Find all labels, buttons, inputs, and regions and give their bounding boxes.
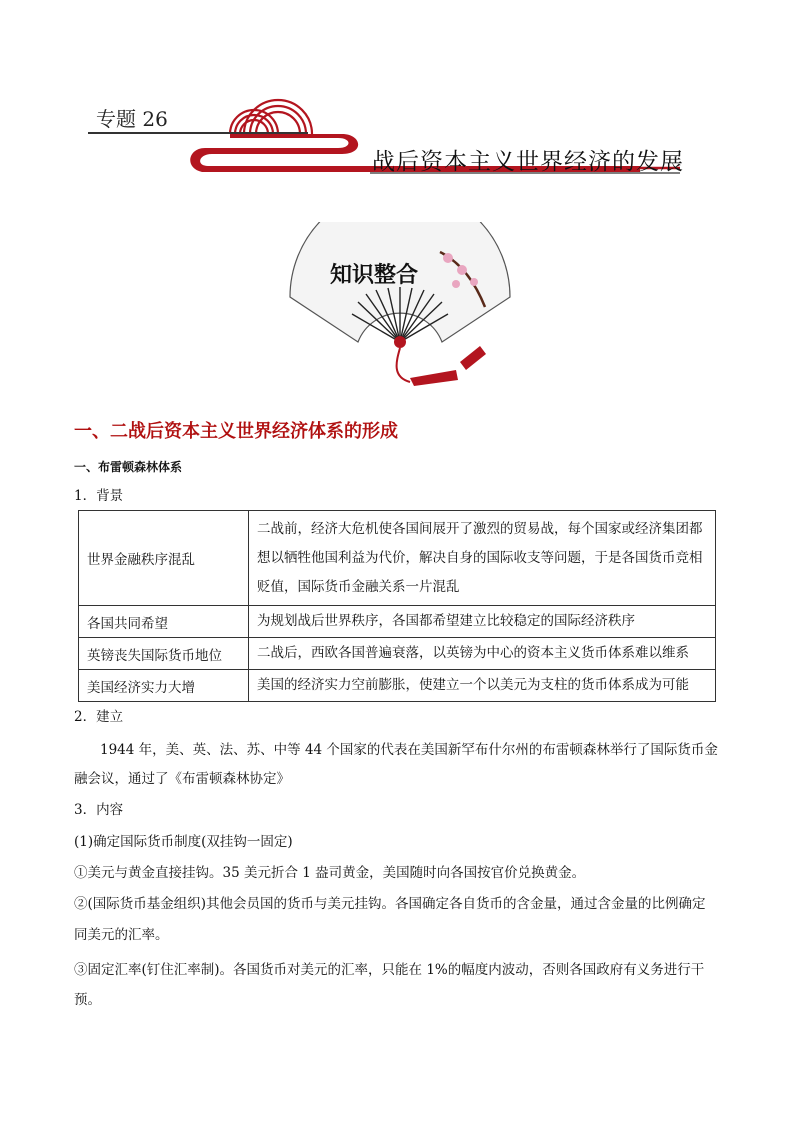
page-title: 战后资本主义世界经济的发展 [372, 149, 684, 175]
establish-text-line: 融会议，通过了《布雷顿森林协定》 [74, 771, 290, 787]
background-table [78, 510, 716, 702]
table-row [79, 511, 716, 606]
establish-label: 2．建立 [74, 709, 124, 725]
topic-label: 专题 26 [96, 107, 168, 131]
table-cell-key: 各国共同希望 [79, 606, 249, 638]
section-heading: 一、二战后资本主义世界经济体系的形成 [74, 421, 398, 442]
concentric-arcs-icon [230, 100, 312, 134]
table-cell-value: 美国的经济实力空前膨胀，使建立一个以美元为支柱的货币体系成为可能 [249, 670, 716, 702]
table-cell-value: 二战前，经济大危机使各国间展开了激烈的贸易战，每个国家或经济集团都 想以牺牲他国利益为代价，解决自身的国际收支等问题，于是各国货币竞相 贬值，国际货币金融关系一片混乱 [249, 511, 716, 606]
establish-text-line: 1944 年，美、英、法、苏、中等 44 个国家的代表在美国新罕布什尔州的布雷顿森林举行了国际货币金 [100, 742, 718, 758]
fan-illustration [280, 222, 520, 392]
sub-heading: 一、布雷顿森林体系 [74, 460, 183, 474]
content-line: 同美元的汇率。 [74, 927, 169, 943]
table-cell-key: 美国经济实力大增 [79, 670, 249, 702]
background-label: 1．背景 [74, 488, 124, 504]
content-label: 3．内容 [74, 802, 124, 818]
content-line: (1)确定国际货币制度(双挂钩一固定) [74, 834, 293, 850]
table-row [79, 638, 716, 670]
fan-text: 知识整合 [330, 262, 419, 288]
table-row [79, 606, 716, 638]
content-line: ①美元与黄金直接挂钩。35 美元折合 1 盎司黄金，美国随时向各国按官价兑换黄金。 [74, 865, 586, 881]
table-cell-key: 英镑丧失国际货币地位 [79, 638, 249, 670]
table-row [79, 670, 716, 702]
table-cell-value: 二战后，西欧各国普遍衰落，以英镑为中心的资本主义货币体系难以维系 [249, 638, 716, 670]
content-line: ②(国际货币基金组织)其他会员国的货币与美元挂钩。各国确定各自货币的含金量，通过含金量的比例确定 [74, 896, 706, 912]
table-cell-key: 世界金融秩序混乱 [79, 511, 249, 606]
table-cell-value: 为规划战后世界秩序，各国都希望建立比较稳定的国际经济秩序 [249, 606, 716, 638]
content-line: 预。 [74, 992, 101, 1008]
content-line: ③固定汇率(钉住汇率制)。各国货币对美元的汇率，只能在 1%的幅度内波动，否则各国政府有义务进行干 [74, 962, 705, 978]
